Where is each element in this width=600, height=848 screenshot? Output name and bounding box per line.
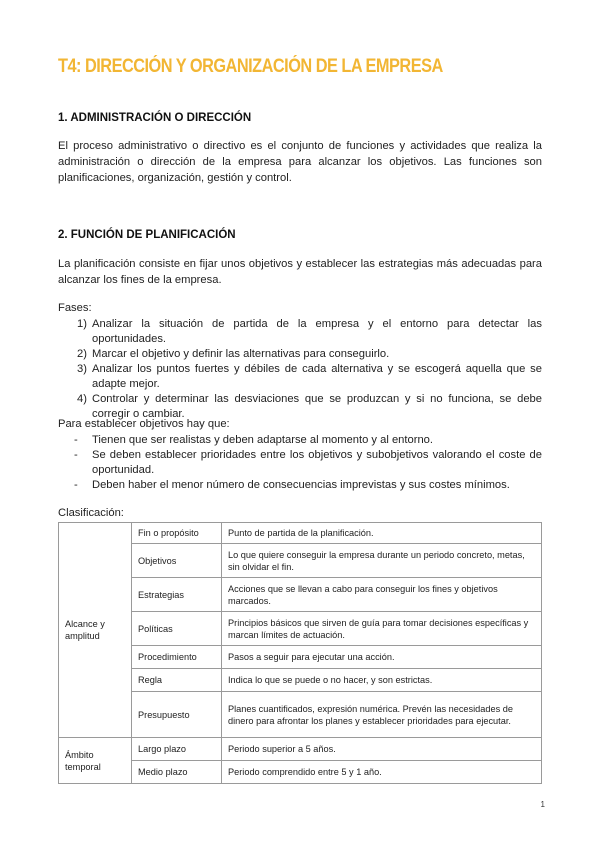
table-row [59,612,542,646]
section-1-body: El proceso administrativo o directivo es el conjunto de funciones y actividades que realiza la administración o dirección de la empresa para alcanzar los objetivos. Las funciones son planificaciones, organización, gestión y control. [58,140,542,184]
table-term: Estrategias [132,578,222,612]
table-row [59,578,542,612]
table-term: Medio plazo [132,761,222,784]
table-definition: Principios básicos que sirven de guía para tomar decisiones específicas y marcan límites de actuación. [222,612,542,646]
table-group-label: Ámbito temporal [59,738,132,784]
table-definition: Acciones que se llevan a cabo para conseguir los fines y objetivos marcados. [222,578,542,612]
table-row [59,669,542,692]
list-item [77,347,542,362]
table-definition: Periodo superior a 5 años. [222,738,542,761]
list-text: Tienen que ser realistas y deben adaptarse al momento y al entorno. [92,434,434,446]
table-definition: Punto de partida de la planificación. [222,523,542,544]
table-definition: Pasos a seguir para ejecutar una acción. [222,646,542,669]
table-term: Regla [132,669,222,692]
table-row [59,761,542,784]
objectives-label: Para establecer objetivos hay que: [58,418,230,430]
list-item [74,433,542,448]
list-text: Deben haber el menor número de consecuencias imprevistas y sus costes mínimos. [92,479,510,491]
list-text: Analizar la situación de partida de la empresa y el entorno para detectar las oportunidades. [92,318,542,345]
table-definition: Lo que quiere conseguir la empresa durante un periodo concreto, metas, sin olvidar el fin. [222,544,542,578]
objectives-list [74,433,542,493]
list-text: Marcar el objetivo y definir las alternativas para conseguirlo. [92,348,390,360]
classification-label: Clasificación: [58,507,124,519]
list-marker: 2) [77,348,87,360]
table-term: Presupuesto [132,692,222,738]
table-term: Objetivos [132,544,222,578]
table-term: Procedimiento [132,646,222,669]
list-marker: 3) [77,363,87,375]
table-row [59,646,542,669]
list-text: Controlar y determinar las desviaciones que se produzcan y si no funciona, se debe corregir o cambiar. [92,393,542,420]
table-row [59,738,542,761]
classification-table [58,522,542,784]
list-text: Analizar los puntos fuertes y débiles de cada alternativa y se escogerá aquella que se adapte mejor. [92,363,542,390]
list-text: Se deben establecer prioridades entre los objetivos y subobjetivos valorando el coste de oportunidad. [92,449,542,476]
table-row [59,544,542,578]
list-item [74,478,542,493]
list-marker: 4) [77,393,87,405]
table-definition: Planes cuantificados, expresión numérica. Prevén las necesidades de dinero para afrontar los planes y establecer prioridades para ejecutar. [222,692,542,738]
table-group-label: Alcance y amplitud [59,523,132,738]
phases-label: Fases: [58,302,92,314]
list-marker: 1) [77,318,87,330]
table-definition: Periodo comprendido entre 5 y 1 año. [222,761,542,784]
planning-intro: La planificación consiste en fijar unos objetivos y establecer las estrategias más adecuadas para alcanzar los fines de la empresa. [58,258,542,286]
list-item [77,317,542,347]
table-term: Fin o propósito [132,523,222,544]
list-item [77,362,542,392]
phases-list [77,317,542,422]
table-row [59,692,542,738]
list-marker: - [74,479,78,491]
list-item [74,448,542,478]
section-2-heading: 2. FUNCIÓN DE PLANIFICACIÓN [58,229,236,241]
table-term: Largo plazo [132,738,222,761]
page-title: T4: DIRECCIÓN Y ORGANIZACIÓN DE LA EMPRESA [58,56,443,77]
table-row [59,523,542,544]
section-1-heading: 1. ADMINISTRACIÓN O DIRECCIÓN [58,112,252,124]
list-marker: - [74,434,78,446]
page-number: 1 [540,800,545,809]
list-marker: - [74,449,78,461]
table-term: Políticas [132,612,222,646]
table-definition: Indica lo que se puede o no hacer, y son estrictas. [222,669,542,692]
